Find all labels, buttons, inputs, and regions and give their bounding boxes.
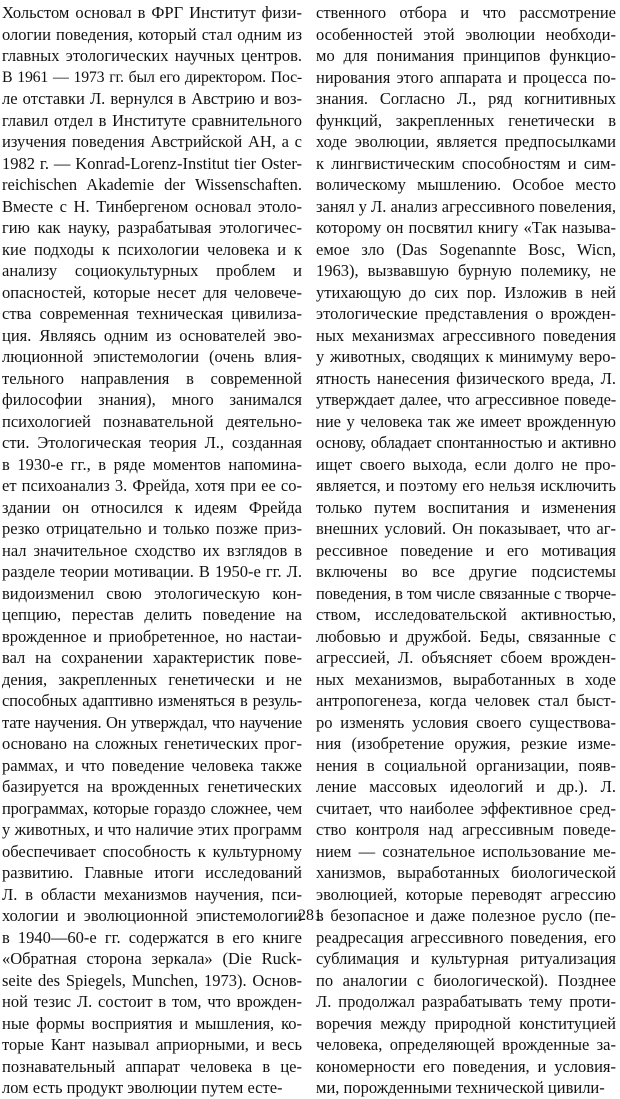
text-line: здании он относился к идеям Фрейда: [2, 497, 302, 517]
text-line: познавательный аппарат человека в це-: [2, 1056, 302, 1076]
text-line: особенностей этой эволюции необходи-: [316, 24, 616, 44]
text-line: гию как науку, разрабатывая этологичес-: [2, 218, 302, 237]
text-line: реадресация агрессивного поведения, его: [316, 927, 616, 947]
text-line: лом есть продукт эволюции путем есте-: [2, 1078, 283, 1097]
text-line: Л. продолжал разрабатывать тему проти-: [316, 992, 616, 1011]
text-line: ятность нанесения физического вреда, Л.: [316, 368, 616, 388]
text-line: люционной эпистемологии (очень влия-: [2, 347, 302, 366]
text-line: базируется на врожденных генетических: [2, 777, 302, 796]
text-line: основу, обладает спонтанностью и активно: [316, 433, 616, 452]
left-text-column: [2, 2, 302, 1099]
text-line: в 1940—60-е гг. содержатся в его книге: [2, 927, 302, 947]
text-line: у животных, сводящих к минимуму веро-: [316, 347, 616, 366]
text-line: в безопасное и даже полезное русло (пе-: [316, 906, 616, 925]
text-line: утверждает далее, что агрессивное поведе-: [316, 390, 616, 409]
text-line: ет психоанализ 3. Фрейда, хотя при ее со-: [2, 476, 302, 495]
text-line: reichischen Akademie der Wissenschaften.: [2, 175, 302, 194]
text-line: вал на сохранении характеристик пове-: [2, 648, 302, 667]
text-line: ных механизмов, выработанных в ходе: [316, 669, 616, 689]
text-line: любовью и дружбой. Беды, связанные с: [316, 626, 616, 646]
text-line: ро изменять условия своего существова-: [316, 712, 616, 732]
text-line: ством, исследовательской активностью,: [316, 605, 616, 624]
text-line: ния (изобретение оружия, резкие изме-: [316, 734, 616, 753]
text-line: ление массовых идеологий и др.). Л.: [316, 777, 616, 796]
text-line: главил отдел в Институте сравнительного: [2, 110, 302, 130]
text-line: сти. Этологическая теория Л., созданная: [2, 433, 302, 452]
text-line: которому он посвятил книгу «Так называ-: [316, 218, 616, 237]
text-line: В 1961 — 1973 гг. был его директором. Пос-: [2, 68, 302, 86]
text-line: хологии и эволюционной эпистемологии: [2, 906, 302, 925]
text-line: кие подходы к психологии человека и к: [2, 239, 302, 259]
text-line: изучения поведения Австрийской АН, а с: [2, 132, 302, 151]
text-line: философии знания), много занимался: [2, 390, 302, 409]
text-line: нием — сознательное использование ме-: [316, 841, 616, 861]
text-line: эволюцией, которые переводят агрессию: [316, 884, 616, 904]
text-line: знания. Согласно Л., ряд когнитивных: [316, 89, 616, 108]
text-line: врожденное и приобретенное, но настаи-: [2, 626, 302, 646]
text-line: ственного отбора и что рассмотрение: [316, 3, 616, 22]
text-line: ние у человека так же имеет врожденную: [316, 411, 616, 431]
text-line: «Обратная сторона зеркала» (Die Ruck-: [2, 949, 302, 968]
text-line: дения, закрепленных генетически и не: [2, 669, 302, 689]
text-line: нал значительное сходство их взглядов в: [2, 540, 302, 560]
text-line: волическому мышлению. Особое место: [316, 175, 616, 194]
text-line: кономерности его поведения, и условия-: [316, 1056, 616, 1076]
text-line: по аналогии с биологической). Позднее: [316, 970, 616, 990]
text-line: этологические представления о врожден-: [316, 304, 616, 323]
text-line: способных адаптивно изменяться в резуль-: [2, 691, 302, 710]
text-line: является, и поэтому его нельзя исключить: [316, 476, 616, 495]
text-line: обеспечивает способность к культурному: [2, 841, 302, 861]
text-line: Вместе с Н. Тинбергеном основал этоло-: [2, 196, 302, 216]
text-line: торые Кант называл априорными, и весь: [2, 1035, 302, 1054]
text-line: ция. Являясь одним из основателей эво-: [2, 325, 302, 345]
text-line: опасностей, которые несет для человече-: [2, 282, 302, 302]
text-line: функций, закрепленных генетически в: [316, 110, 616, 130]
text-line: 1963), вызвавшую бурную полемику, не: [316, 261, 616, 280]
text-line: ологии поведения, который стал одним из: [2, 24, 302, 44]
text-line: резко отрицательно и только позже приз-: [2, 519, 302, 538]
text-line: психологией познавательной деятельно-: [2, 411, 302, 431]
text-line: анализу социокультурных проблем и: [2, 261, 302, 280]
text-line: ходе эволюции, является предпосылками: [316, 132, 616, 151]
text-line: считает, что наиболее эффективное сред-: [316, 798, 616, 818]
text-line: включены во все другие подсистемы: [316, 562, 616, 581]
text-line: главных этологических научных центров.: [2, 46, 302, 65]
text-line: развитию. Главные итоги исследований: [2, 863, 302, 882]
text-line: ханизмов, выработанных биологической: [316, 863, 616, 882]
text-line: человека, определяющей врожденные за-: [316, 1035, 616, 1054]
text-line: ле отставки Л. вернулся в Австрию и воз-: [2, 89, 302, 108]
text-line: раммах, и что поведение человека также: [2, 755, 302, 775]
text-line: у животных, и что наличие этих программ: [2, 820, 302, 839]
text-line: агрессией, Л. объясняет сбоем врожден-: [316, 648, 616, 667]
text-line: ной тезис Л. состоит в том, что врожден-: [2, 992, 302, 1011]
text-line: ства современная техническая цивилиза-: [2, 304, 302, 323]
text-line: в 1930-е гг., в ряде моментов напомина-: [2, 454, 302, 474]
text-line: ство контроля над агрессивным поведе-: [316, 820, 616, 839]
text-line: занял у Л. анализ агрессивного повеления,: [316, 196, 616, 216]
text-line: ми, порожденными технической цивили-: [316, 1078, 605, 1097]
text-line: внешних условий. Он показывает, что аг-: [316, 519, 616, 538]
text-line: нирования этого аппарата и процесса по-: [316, 67, 616, 87]
right-text-column: [316, 2, 616, 1099]
text-line: цепцию, перестав делить поведение на: [2, 605, 302, 624]
text-line: мо для понимания принципов функцио-: [316, 46, 616, 65]
text-line: Хольстом основал в ФРГ Институт физи-: [2, 3, 302, 22]
text-line: программах, которые гораздо сложнее, чем: [2, 798, 302, 818]
text-line: seite des Spiegels, Munchen, 1973). Основ-: [2, 970, 302, 990]
text-line: антропогенеза, когда человек стал быст-: [316, 691, 616, 710]
text-line: ищет своего выхода, если долго не про-: [316, 454, 616, 474]
text-line: основано на сложных генетических прог-: [2, 734, 302, 753]
text-line: рессивное поведение и его мотивация: [316, 540, 616, 560]
text-line: видоизменил свою этологическую кон-: [2, 583, 302, 603]
text-line: емое зло (Das Sogenannte Bosc, Wicn,: [316, 239, 616, 259]
text-line: разделе теории мотивации. В 1950-е гг. Л.: [2, 562, 302, 581]
text-line: 1982 г. — Konrad-Lorenz-Institut tier Oster-: [2, 153, 302, 173]
page-number: 281: [298, 907, 322, 924]
text-line: к лингвистическим способностям и сим-: [316, 153, 616, 173]
text-line: сублимация и культурная ритуализация: [316, 949, 616, 968]
text-line: нения в социальной организации, появ-: [316, 755, 616, 775]
text-line: воречия между природной конституцией: [316, 1013, 616, 1033]
text-line: только путем воспитания и изменения: [316, 497, 616, 517]
text-line: ные формы восприятия и мышления, ко-: [2, 1013, 302, 1033]
text-line: Л. в области механизмов научения, пси-: [2, 884, 302, 904]
text-line: ных механизмах агрессивного поведения: [316, 325, 616, 345]
text-line: тате научения. Он утверждал, что научение: [2, 712, 302, 732]
text-line: поведения, в том числе связанные с творче-: [316, 583, 616, 603]
text-line: тельного направления в современной: [2, 368, 302, 388]
text-line: утихающую до сих пор. Изложив в ней: [316, 282, 616, 302]
